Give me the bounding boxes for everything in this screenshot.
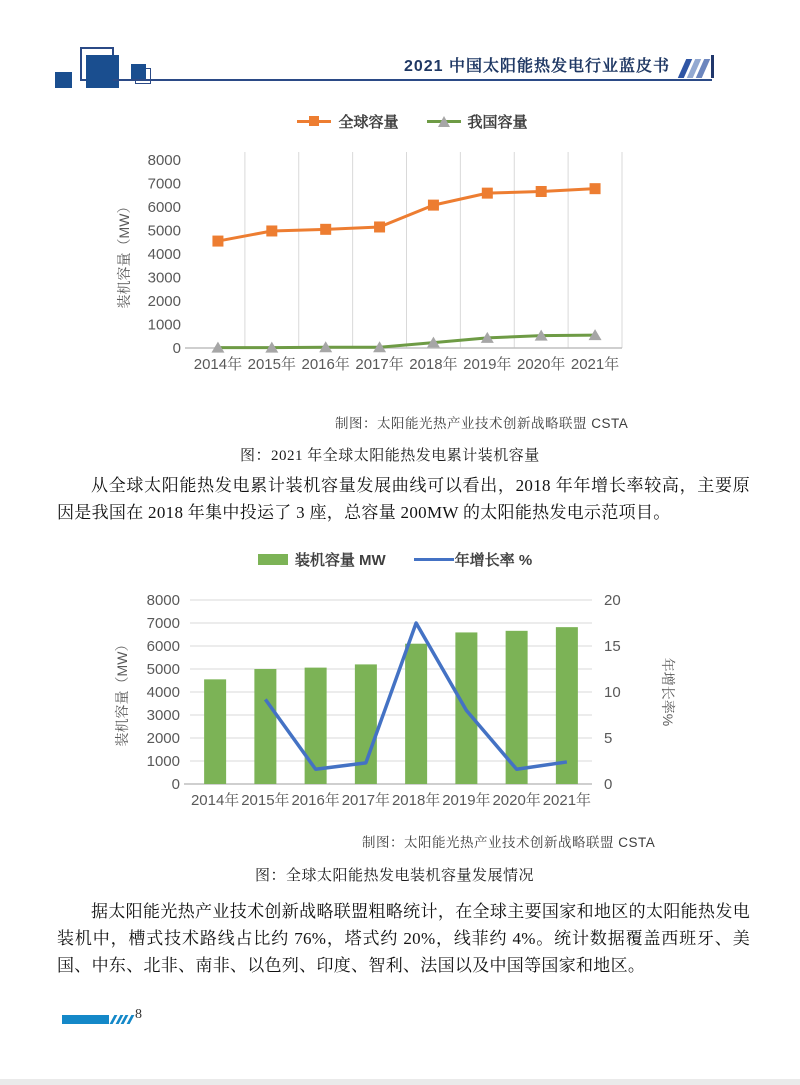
svg-text:7000: 7000 <box>146 615 180 632</box>
svg-text:5000: 5000 <box>146 661 180 678</box>
svg-text:8000: 8000 <box>146 592 180 609</box>
legend-label-capacity: 装机容量 MW <box>294 551 386 569</box>
svg-text:2017年: 2017年 <box>355 356 404 373</box>
svg-text:4000: 4000 <box>146 684 180 701</box>
cumulative-line-chart-svg <box>105 134 665 382</box>
svg-text:2020年: 2020年 <box>517 356 566 373</box>
svg-text:5: 5 <box>604 730 613 747</box>
legend-item-capacity <box>258 549 386 570</box>
legend-label-china: 我国容量 <box>467 113 528 131</box>
svg-text:1000: 1000 <box>147 316 181 334</box>
svg-text:0: 0 <box>171 776 180 793</box>
chart2-source-caption: 制图：太阳能光热产业技术创新战略联盟 CSTA <box>362 835 656 850</box>
cumulative-capacity-chart <box>105 108 665 387</box>
chart1-legend <box>105 108 665 134</box>
svg-text:5000: 5000 <box>147 222 181 240</box>
svg-text:2018年: 2018年 <box>391 792 441 809</box>
svg-text:0: 0 <box>604 776 613 793</box>
logo-big-square <box>86 55 119 88</box>
chart1-source-caption: 制图：太阳能光热产业技术创新战略联盟 CSTA <box>335 416 629 431</box>
document-title: 2021 中国太阳能热发电行业蓝皮书 <box>403 58 670 75</box>
svg-text:3000: 3000 <box>146 707 180 724</box>
capacity-growth-chart <box>105 546 685 817</box>
capacity-bar-swatch-icon <box>258 554 288 565</box>
next-page-edge <box>0 1079 800 1085</box>
chart1-figure-caption: 图：2021 年全球太阳能热发电累计装机容量 <box>240 448 540 464</box>
svg-text:年增长率%: 年增长率% <box>660 657 676 727</box>
svg-text:0: 0 <box>172 340 181 357</box>
footer-bar <box>62 1015 109 1024</box>
svg-text:10: 10 <box>604 684 621 701</box>
paragraph-growth-explanation: 从全球太阳能热发电累计装机容量发展曲线可以看出，2018 年年增长率较高，主要原因是我国在 2018 年集中投运了 3 座，总容量 200MW 的太阳能热发电示范项目。 <box>57 476 750 522</box>
svg-text:2018年: 2018年 <box>409 356 458 373</box>
svg-text:8000: 8000 <box>147 152 181 169</box>
svg-text:7000: 7000 <box>147 175 181 193</box>
footer-slashes-icon <box>112 1015 134 1024</box>
svg-text:2021年: 2021年 <box>542 792 592 809</box>
svg-text:1000: 1000 <box>146 753 180 770</box>
svg-text:装机容量（MW）: 装机容量（MW） <box>116 199 132 309</box>
chart2-legend <box>105 546 685 572</box>
legend-item-china <box>427 111 528 132</box>
svg-text:2015年: 2015年 <box>241 792 290 809</box>
page-number: 8 <box>135 1007 142 1022</box>
chart2-figure-caption: 图：全球太阳能热发电装机容量发展情况 <box>255 868 535 884</box>
svg-text:2019年: 2019年 <box>442 792 491 809</box>
svg-text:4000: 4000 <box>147 246 181 263</box>
legend-item-global <box>297 111 398 132</box>
publisher-logo <box>50 44 170 92</box>
china-series-swatch-icon <box>427 115 461 128</box>
logo-small-square <box>55 72 72 88</box>
global-series-swatch-icon <box>297 115 331 128</box>
svg-text:3000: 3000 <box>147 269 181 287</box>
header-rule <box>113 79 712 81</box>
svg-text:2015年: 2015年 <box>247 356 296 373</box>
bar-line-chart-svg <box>105 572 685 812</box>
svg-text:6000: 6000 <box>147 199 181 216</box>
svg-text:2000: 2000 <box>146 730 180 747</box>
svg-text:2014年: 2014年 <box>193 356 243 373</box>
legend-item-growth <box>414 549 533 570</box>
svg-text:15: 15 <box>604 638 621 655</box>
logo-right-square <box>131 64 146 79</box>
paragraph-technology-share: 据太阳能光热产业技术创新战略联盟粗略统计，在全球主要国家和地区的太阳能热发电装机中，槽式技术路线占比约 76%，塔式约 20%，线菲约 4%。统计数据覆盖西班牙、美国、中东、北非、南非、以色列、印度、智利、法国以及中国等国家和地区。 <box>57 902 750 975</box>
svg-text:2000: 2000 <box>147 293 181 310</box>
legend-label-growth: 年增长率 % <box>454 551 533 569</box>
svg-text:2014年: 2014年 <box>190 792 240 809</box>
svg-text:2021年: 2021年 <box>570 356 620 373</box>
svg-text:装机容量（MW）: 装机容量（MW） <box>114 637 130 747</box>
legend-label-global: 全球容量 <box>338 113 399 131</box>
svg-text:2019年: 2019年 <box>463 356 512 373</box>
svg-text:2020年: 2020年 <box>492 792 541 809</box>
svg-text:2016年: 2016年 <box>301 356 350 373</box>
svg-text:2016年: 2016年 <box>291 792 340 809</box>
svg-text:20: 20 <box>604 592 621 609</box>
svg-text:2017年: 2017年 <box>341 792 391 809</box>
growth-line-swatch-icon <box>414 553 448 566</box>
header-slashes-icon <box>682 55 714 78</box>
svg-text:6000: 6000 <box>146 638 180 655</box>
